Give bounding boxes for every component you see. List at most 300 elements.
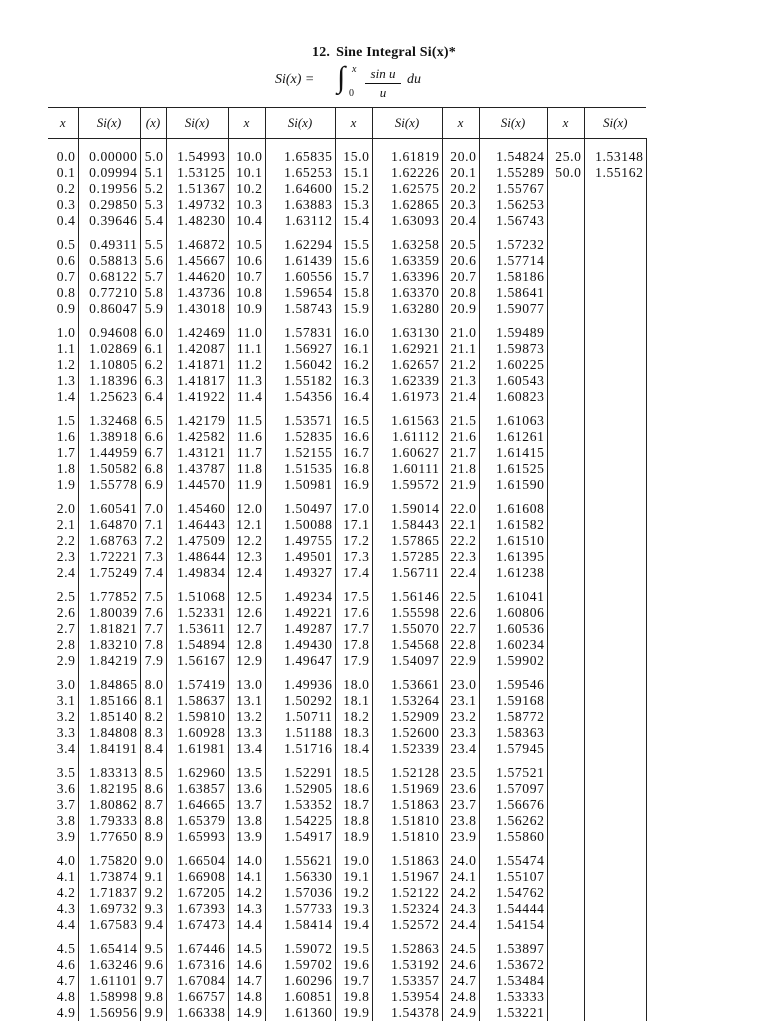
si-value-cell: 1.84219 — [78, 653, 140, 669]
x-cell: 3.7 — [56, 797, 76, 812]
x-cell: 17.0 — [343, 501, 370, 516]
si-value-cell: 1.46872 — [166, 237, 228, 253]
si-value-cell — [584, 197, 646, 213]
table-row — [48, 269, 646, 285]
si-value-cell — [584, 341, 646, 357]
x-cell: 19.7 — [343, 973, 370, 988]
si-value-cell — [584, 677, 646, 693]
si-value-cell: 1.61360 — [265, 1005, 335, 1021]
si-value-cell: 1.54762 — [479, 885, 547, 901]
si-value-cell: 1.65379 — [166, 813, 228, 829]
si-value-cell: 1.63857 — [166, 781, 228, 797]
x-cell: 20.3 — [450, 197, 477, 212]
x-cell: 15.4 — [343, 213, 370, 228]
x-cell — [547, 941, 584, 957]
x-cell: 7.9 — [144, 653, 164, 668]
si-value-cell: 1.59810 — [166, 709, 228, 725]
x-cell: 21.7 — [450, 445, 477, 460]
x-cell: 5.7 — [144, 269, 164, 284]
si-value-cell: 1.59702 — [265, 957, 335, 973]
si-value-cell: 1.53357 — [372, 973, 442, 989]
x-cell: 23.0 — [450, 677, 477, 692]
x-cell: 8.8 — [144, 813, 164, 828]
x-cell: 13.0 — [236, 677, 263, 692]
si-value-cell: 1.67393 — [166, 901, 228, 917]
si-value-cell: 0.94608 — [78, 325, 140, 341]
si-value-cell: 1.66338 — [166, 1005, 228, 1021]
si-value-cell: 1.68763 — [78, 533, 140, 549]
x-cell: 12.4 — [236, 565, 263, 580]
si-value-cell: 1.63370 — [372, 285, 442, 301]
x-cell: 24.2 — [450, 885, 477, 900]
si-value-cell: 1.72221 — [78, 549, 140, 565]
x-cell: 4.1 — [56, 869, 76, 884]
si-value-cell — [584, 445, 646, 461]
si-value-cell: 1.65835 — [265, 149, 335, 165]
x-cell: 6.6 — [144, 429, 164, 444]
x-cell: 13.5 — [236, 765, 263, 780]
integrand-fraction — [365, 66, 401, 101]
si-value-cell: 1.61582 — [479, 517, 547, 533]
si-value-cell — [584, 461, 646, 477]
x-cell: 9.6 — [144, 957, 164, 972]
si-value-cell: 1.66504 — [166, 853, 228, 869]
x-cell: 23.5 — [450, 765, 477, 780]
x-cell: 1.7 — [56, 445, 76, 460]
x-cell: 15.1 — [343, 165, 370, 180]
si-value-cell: 1.56262 — [479, 813, 547, 829]
si-value-cell: 1.61439 — [265, 253, 335, 269]
x-cell: 15.7 — [343, 269, 370, 284]
table-row — [48, 237, 646, 253]
si-value-cell — [584, 941, 646, 957]
si-value-cell: 1.49221 — [265, 605, 335, 621]
si-value-cell: 1.49834 — [166, 565, 228, 581]
si-value-cell: 1.62921 — [372, 341, 442, 357]
x-cell: 2.3 — [56, 549, 76, 564]
x-cell: 12.0 — [236, 501, 263, 516]
si-value-cell: 1.60111 — [372, 461, 442, 477]
si-value-cell: 0.29850 — [78, 197, 140, 213]
group-spacer — [48, 845, 646, 853]
group-spacer — [48, 405, 646, 413]
si-value-cell: 1.62339 — [372, 373, 442, 389]
x-cell: 7.8 — [144, 637, 164, 652]
si-value-cell: 1.55162 — [584, 165, 646, 181]
x-cell — [547, 869, 584, 885]
group-spacer — [48, 229, 646, 237]
si-value-cell: 1.77650 — [78, 829, 140, 845]
si-value-cell: 0.00000 — [78, 149, 140, 165]
x-cell: 21.9 — [450, 477, 477, 492]
si-value-cell: 1.60806 — [479, 605, 547, 621]
x-cell: 9.5 — [144, 941, 164, 956]
x-cell: 6.1 — [144, 341, 164, 356]
si-value-cell: 1.63280 — [372, 301, 442, 317]
si-value-cell: 1.52291 — [265, 765, 335, 781]
x-cell: 2.9 — [56, 653, 76, 668]
x-cell: 1.4 — [56, 389, 76, 404]
si-value-cell: 1.55289 — [479, 165, 547, 181]
x-cell: 22.1 — [450, 517, 477, 532]
si-value-cell: 1.49732 — [166, 197, 228, 213]
x-cell: 23.7 — [450, 797, 477, 812]
si-value-cell — [584, 389, 646, 405]
si-value-cell: 1.63112 — [265, 213, 335, 229]
x-cell: 3.5 — [56, 765, 76, 780]
si-value-cell — [584, 709, 646, 725]
table-row — [48, 517, 646, 533]
x-cell: 0.9 — [56, 301, 76, 316]
si-value-cell: 1.61590 — [479, 477, 547, 493]
si-value-cell: 1.59072 — [265, 941, 335, 957]
x-cell: 9.4 — [144, 917, 164, 932]
x-cell: 6.9 — [144, 477, 164, 492]
column-header: x — [228, 108, 265, 139]
x-cell: 3.6 — [56, 781, 76, 796]
x-cell: 5.8 — [144, 285, 164, 300]
table-row — [48, 853, 646, 869]
x-cell: 21.2 — [450, 357, 477, 372]
si-value-cell: 1.56743 — [479, 213, 547, 229]
si-value-cell: 1.57865 — [372, 533, 442, 549]
table-row — [48, 725, 646, 741]
table-row — [48, 445, 646, 461]
table-row — [48, 989, 646, 1005]
si-value-cell: 1.61563 — [372, 413, 442, 429]
x-cell — [547, 357, 584, 373]
si-value-cell: 1.51188 — [265, 725, 335, 741]
si-value-cell: 1.51863 — [372, 797, 442, 813]
x-cell — [547, 853, 584, 869]
x-cell: 4.8 — [56, 989, 76, 1004]
si-value-cell: 1.63883 — [265, 197, 335, 213]
si-value-cell: 1.43787 — [166, 461, 228, 477]
x-cell: 11.2 — [236, 357, 263, 372]
x-cell: 4.2 — [56, 885, 76, 900]
x-cell: 2.1 — [56, 517, 76, 532]
si-value-cell: 1.61973 — [372, 389, 442, 405]
x-cell: 10.2 — [236, 181, 263, 196]
si-value-cell: 0.39646 — [78, 213, 140, 229]
si-value-cell: 1.52600 — [372, 725, 442, 741]
si-value-cell: 1.53611 — [166, 621, 228, 637]
si-value-cell: 1.50582 — [78, 461, 140, 477]
table-row — [48, 1005, 646, 1021]
x-cell: 18.4 — [343, 741, 370, 756]
si-value-cell — [584, 917, 646, 933]
x-cell: 17.9 — [343, 653, 370, 668]
si-value-cell: 1.60556 — [265, 269, 335, 285]
column-header: Si(x) — [479, 108, 547, 139]
si-value-cell — [584, 989, 646, 1005]
si-value-cell: 1.52835 — [265, 429, 335, 445]
x-cell — [547, 1005, 584, 1021]
table-row — [48, 829, 646, 845]
si-value-cell: 1.84865 — [78, 677, 140, 693]
si-value-cell: 1.55107 — [479, 869, 547, 885]
x-cell: 23.1 — [450, 693, 477, 708]
table-row — [48, 389, 646, 405]
si-value-cell: 1.63258 — [372, 237, 442, 253]
x-cell: 9.1 — [144, 869, 164, 884]
si-value-cell: 1.54917 — [265, 829, 335, 845]
si-value-cell: 1.83210 — [78, 637, 140, 653]
x-cell: 10.1 — [236, 165, 263, 180]
x-cell: 2.8 — [56, 637, 76, 652]
table-row — [48, 653, 646, 669]
si-value-cell: 1.65993 — [166, 829, 228, 845]
x-cell — [547, 477, 584, 493]
x-cell: 8.1 — [144, 693, 164, 708]
si-value-cell — [584, 869, 646, 885]
si-value-cell: 1.61525 — [479, 461, 547, 477]
si-value-cell: 1.57945 — [479, 741, 547, 757]
x-cell: 24.8 — [450, 989, 477, 1004]
x-cell: 23.3 — [450, 725, 477, 740]
si-value-cell: 1.85140 — [78, 709, 140, 725]
si-value-cell: 1.67583 — [78, 917, 140, 933]
si-value-cell — [584, 589, 646, 605]
x-cell: 10.7 — [236, 269, 263, 284]
si-value-cell: 1.56042 — [265, 357, 335, 373]
x-cell: 12.6 — [236, 605, 263, 620]
x-cell: 11.5 — [236, 413, 263, 428]
x-cell — [547, 917, 584, 933]
header-row — [48, 108, 646, 139]
integral-upper-limit: x — [352, 64, 357, 75]
x-cell: 14.7 — [236, 973, 263, 988]
si-value-cell: 1.79333 — [78, 813, 140, 829]
si-value-cell: 1.48644 — [166, 549, 228, 565]
x-cell: 0.3 — [56, 197, 76, 212]
x-cell: 18.0 — [343, 677, 370, 692]
si-value-cell — [584, 565, 646, 581]
table-row — [48, 429, 646, 445]
x-cell — [547, 517, 584, 533]
x-cell: 8.9 — [144, 829, 164, 844]
x-cell: 25.0 — [555, 149, 582, 164]
x-cell: 19.6 — [343, 957, 370, 972]
x-cell — [547, 973, 584, 989]
si-value-cell: 1.51810 — [372, 813, 442, 829]
si-value-cell: 1.60541 — [78, 501, 140, 517]
x-cell: 5.1 — [144, 165, 164, 180]
si-value-cell: 1.61981 — [166, 741, 228, 757]
table-row — [48, 917, 646, 933]
x-cell — [547, 725, 584, 741]
si-value-cell: 1.62657 — [372, 357, 442, 373]
si-value-cell — [584, 797, 646, 813]
x-cell: 16.3 — [343, 373, 370, 388]
si-value-cell — [584, 181, 646, 197]
x-cell — [547, 765, 584, 781]
table-title-text: Sine Integral Si(x)* — [336, 45, 456, 60]
si-value-cell: 1.54894 — [166, 637, 228, 653]
x-cell: 5.6 — [144, 253, 164, 268]
si-value-cell: 1.57419 — [166, 677, 228, 693]
table-row — [48, 637, 646, 653]
si-value-cell: 1.51863 — [372, 853, 442, 869]
si-value-cell — [584, 253, 646, 269]
si-value-cell: 1.56927 — [265, 341, 335, 357]
x-cell: 9.9 — [144, 1005, 164, 1020]
x-cell: 2.4 — [56, 565, 76, 580]
si-value-cell: 1.50497 — [265, 501, 335, 517]
x-cell: 11.7 — [236, 445, 263, 460]
si-value-cell: 1.48230 — [166, 213, 228, 229]
x-cell: 1.8 — [56, 461, 76, 476]
si-value-cell: 1.62575 — [372, 181, 442, 197]
x-cell: 14.9 — [236, 1005, 263, 1020]
si-value-cell: 1.55621 — [265, 853, 335, 869]
x-cell: 5.3 — [144, 197, 164, 212]
si-value-cell: 1.61510 — [479, 533, 547, 549]
si-value-cell: 1.61101 — [78, 973, 140, 989]
si-value-cell — [584, 301, 646, 317]
x-cell — [547, 693, 584, 709]
si-value-cell: 0.77210 — [78, 285, 140, 301]
si-value-cell — [584, 1005, 646, 1021]
si-value-cell: 1.60928 — [166, 725, 228, 741]
x-cell: 24.1 — [450, 869, 477, 884]
si-value-cell: 1.52155 — [265, 445, 335, 461]
x-cell: 4.6 — [56, 957, 76, 972]
x-cell: 23.9 — [450, 829, 477, 844]
x-cell: 20.4 — [450, 213, 477, 228]
table-row — [48, 373, 646, 389]
x-cell: 13.4 — [236, 741, 263, 756]
table-row — [48, 301, 646, 317]
si-value-cell: 1.58998 — [78, 989, 140, 1005]
si-value-cell: 1.51810 — [372, 829, 442, 845]
x-cell: 6.8 — [144, 461, 164, 476]
si-value-cell — [584, 621, 646, 637]
x-cell: 17.2 — [343, 533, 370, 548]
x-cell: 7.0 — [144, 501, 164, 516]
x-cell: 18.7 — [343, 797, 370, 812]
si-value-cell: 1.63396 — [372, 269, 442, 285]
table-title — [0, 45, 768, 61]
table-row — [48, 957, 646, 973]
table-row — [48, 765, 646, 781]
si-value-cell — [584, 373, 646, 389]
si-value-cell: 1.56146 — [372, 589, 442, 605]
table-row — [48, 589, 646, 605]
x-cell: 20.0 — [450, 149, 477, 164]
si-value-cell: 1.66908 — [166, 869, 228, 885]
x-cell: 19.2 — [343, 885, 370, 900]
si-value-cell — [584, 237, 646, 253]
si-value-cell: 1.53333 — [479, 989, 547, 1005]
si-value-cell: 1.53661 — [372, 677, 442, 693]
si-value-cell: 0.49311 — [78, 237, 140, 253]
x-cell: 16.8 — [343, 461, 370, 476]
x-cell: 15.5 — [343, 237, 370, 252]
si-value-cell: 1.84808 — [78, 725, 140, 741]
si-value-cell: 1.50711 — [265, 709, 335, 725]
x-cell: 12.9 — [236, 653, 263, 668]
si-value-cell: 1.61415 — [479, 445, 547, 461]
si-value-cell: 1.55070 — [372, 621, 442, 637]
si-value-cell: 1.65253 — [265, 165, 335, 181]
group-spacer — [48, 933, 646, 941]
x-cell: 5.5 — [144, 237, 164, 252]
x-cell: 14.5 — [236, 941, 263, 956]
x-cell: 4.7 — [56, 973, 76, 988]
si-value-cell: 1.62960 — [166, 765, 228, 781]
si-value-cell: 1.53264 — [372, 693, 442, 709]
x-cell — [547, 445, 584, 461]
x-cell — [547, 741, 584, 757]
x-cell: 3.2 — [56, 709, 76, 724]
x-cell: 6.5 — [144, 413, 164, 428]
column-header: (x) — [140, 108, 166, 139]
si-value-cell — [584, 285, 646, 301]
table-row — [48, 677, 646, 693]
si-value-cell: 0.68122 — [78, 269, 140, 285]
table-row — [48, 213, 646, 229]
x-cell: 4.0 — [56, 853, 76, 868]
table-row — [48, 693, 646, 709]
si-value-cell: 1.58743 — [265, 301, 335, 317]
x-cell: 2.0 — [56, 501, 76, 516]
si-value-cell: 1.45667 — [166, 253, 228, 269]
si-value-cell: 0.09994 — [78, 165, 140, 181]
x-cell — [547, 181, 584, 197]
x-cell: 22.2 — [450, 533, 477, 548]
si-value-cell: 1.59572 — [372, 477, 442, 493]
x-cell: 0.8 — [56, 285, 76, 300]
si-value-cell: 1.44620 — [166, 269, 228, 285]
x-cell: 3.3 — [56, 725, 76, 740]
si-value-cell: 1.71837 — [78, 885, 140, 901]
formula-differential: du — [407, 72, 421, 87]
x-cell: 24.5 — [450, 941, 477, 956]
si-value-cell: 1.65414 — [78, 941, 140, 957]
si-value-cell: 1.67205 — [166, 885, 228, 901]
x-cell: 21.6 — [450, 429, 477, 444]
column-header: Si(x) — [78, 108, 140, 139]
si-value-cell: 1.52863 — [372, 941, 442, 957]
si-value-cell: 1.55778 — [78, 477, 140, 493]
si-value-cell — [584, 213, 646, 229]
si-value-cell — [584, 781, 646, 797]
x-cell: 12.3 — [236, 549, 263, 564]
x-cell — [547, 621, 584, 637]
si-value-cell: 1.54154 — [479, 917, 547, 933]
x-cell: 11.8 — [236, 461, 263, 476]
x-cell: 22.6 — [450, 605, 477, 620]
x-cell: 6.0 — [144, 325, 164, 340]
x-cell: 7.3 — [144, 549, 164, 564]
si-value-cell: 1.60536 — [479, 621, 547, 637]
si-value-cell: 1.59654 — [265, 285, 335, 301]
sine-integral-table — [48, 107, 647, 1021]
si-value-cell: 1.67473 — [166, 917, 228, 933]
si-value-cell: 1.61819 — [372, 149, 442, 165]
si-value-cell: 1.51367 — [166, 181, 228, 197]
x-cell: 15.9 — [343, 301, 370, 316]
si-value-cell: 1.50981 — [265, 477, 335, 493]
column-header: x — [335, 108, 372, 139]
x-cell: 10.8 — [236, 285, 263, 300]
si-value-cell: 1.66757 — [166, 989, 228, 1005]
si-value-cell: 1.67316 — [166, 957, 228, 973]
x-cell: 14.0 — [236, 853, 263, 868]
x-cell: 10.3 — [236, 197, 263, 212]
si-value-cell — [584, 269, 646, 285]
